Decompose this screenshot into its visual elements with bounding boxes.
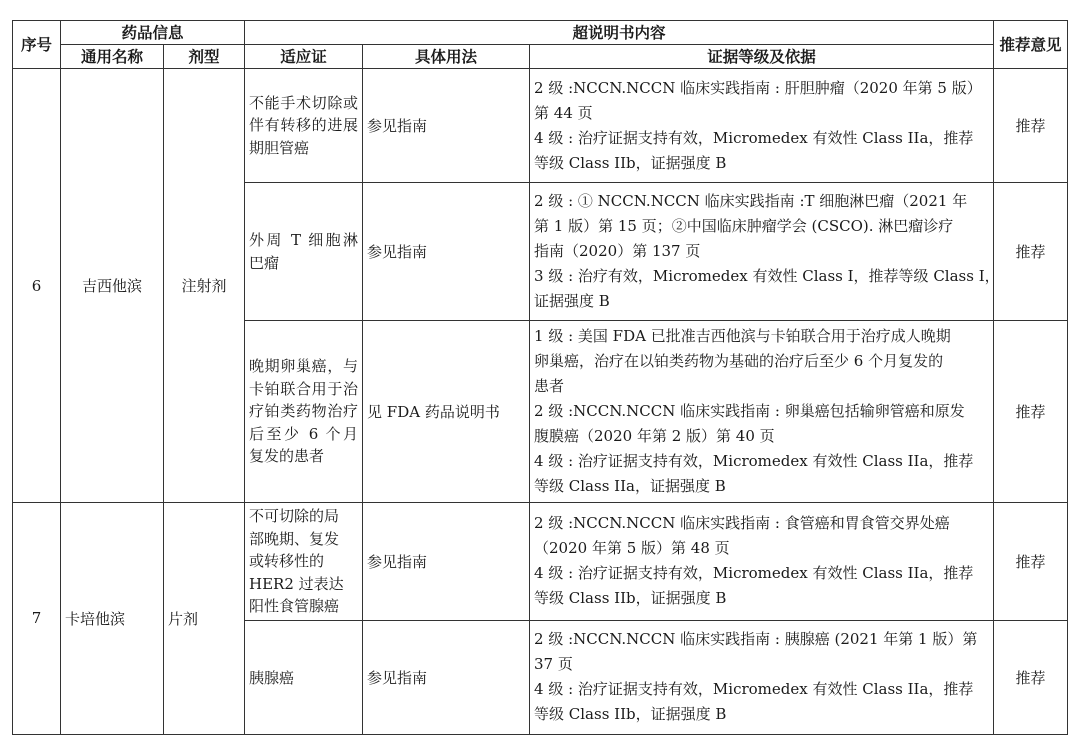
evidence-line: 等级 Class IIa，证据强度 B: [534, 477, 726, 495]
indication-cell: 外周 T 细胞淋巴瘤: [245, 183, 363, 321]
evidence-cell: [530, 503, 994, 621]
indication-cell: 不可切除的局 部晚期、复发 或转移性的 HER2 过表达 阳性食管腺癌: [245, 503, 363, 621]
recommendation-cell: 推荐: [994, 321, 1068, 503]
indication-cell: 晚期卵巢癌，与卡铂联合用于治疗铂类药物治疗后至少 6 个月复发的患者: [245, 321, 363, 503]
evidence-line: 患者: [534, 377, 565, 395]
evidence-cell: [530, 620, 994, 734]
evidence-line: 4 级 : 治疗证据支持有效，Micromedex 有效性 Class IIa，推荐: [534, 128, 974, 147]
generic-name-cell: 吉西他滨: [61, 69, 164, 503]
seq-cell: 7: [13, 503, 61, 735]
evidence-line: 1 级 : 美国 FDA 已批准吉西他滨与卡铂联合用于治疗成人晚期: [534, 327, 951, 345]
evidence-cell: [530, 69, 994, 183]
evidence-cell: [530, 321, 994, 503]
header-evidence: 证据等级及依据: [530, 45, 994, 69]
evidence-line: （2020 年第 5 版）第 48 页: [534, 539, 730, 558]
evidence-line: 第 1 版）第 15 页；②中国临床肿瘤学会 (CSCO). 淋巴瘤诊疗: [534, 217, 954, 235]
evidence-line: 4 级 : 治疗证据支持有效，Micromedex 有效性 Class IIa，推荐: [534, 680, 974, 698]
recommendation-cell: 推荐: [994, 503, 1068, 621]
off-label-drug-table: [12, 20, 1068, 735]
generic-name-cell: 卡培他滨: [61, 503, 164, 735]
dosage-form-cell: 注射剂: [164, 69, 245, 503]
recommendation-cell: 推荐: [994, 69, 1068, 183]
dosage-form-cell: 片剂: [164, 503, 245, 735]
evidence-line: 指南（2020）第 137 页: [534, 242, 701, 260]
evidence-line: 3 级 : 治疗有效，Micromedex 有效性 Class I，推荐等级 Class I，: [534, 267, 1000, 285]
evidence-line: 证据强度 B: [534, 292, 610, 310]
usage-cell: 参见指南: [363, 620, 530, 734]
evidence-line: 2 级 : ① NCCN.NCCN 临床实践指南 :T 细胞淋巴瘤（2021 年: [534, 192, 968, 210]
recommendation-cell: 推荐: [994, 620, 1068, 734]
usage-cell: 参见指南: [363, 503, 530, 621]
evidence-line: 等级 Class IIb，证据强度 B: [534, 153, 727, 172]
header-dosage-form: 剂型: [164, 45, 245, 69]
table-row: [13, 69, 1068, 183]
evidence-line: 2 级 :NCCN.NCCN 临床实践指南 : 卵巢癌包括输卵管癌和原发: [534, 402, 965, 420]
evidence-line: 2 级 :NCCN.NCCN 临床实践指南 : 胰腺癌 (2021 年第 1 版）第: [534, 630, 978, 648]
evidence-line: 等级 Class IIb，证据强度 B: [534, 589, 727, 608]
indication-cell: 不能手术切除或伴有转移的进展期胆管癌: [245, 69, 363, 183]
evidence-line: 腹膜癌（2020 年第 2 版）第 40 页: [534, 427, 775, 445]
recommendation-cell: 推荐: [994, 183, 1068, 321]
usage-cell: 参见指南: [363, 183, 530, 321]
usage-cell: 见 FDA 药品说明书: [363, 321, 530, 503]
evidence-line: 2 级 :NCCN.NCCN 临床实践指南 : 食管癌和胃食管交界处癌: [534, 514, 950, 533]
table-row: [13, 503, 1068, 621]
header-off-label-content: 超说明书内容: [245, 21, 994, 45]
evidence-line: 第 44 页: [534, 103, 593, 122]
evidence-line: 2 级 :NCCN.NCCN 临床实践指南 : 肝胆肿瘤（2020 年第 5 版）: [534, 78, 982, 97]
evidence-line: 等级 Class IIb，证据强度 B: [534, 705, 727, 723]
indication-cell: 胰腺癌: [245, 620, 363, 734]
header-generic-name: 通用名称: [61, 45, 164, 69]
header-indication: 适应证: [245, 45, 363, 69]
header-seq: 序号: [13, 21, 61, 69]
evidence-line: 37 页: [534, 655, 573, 673]
evidence-line: 4 级 : 治疗证据支持有效，Micromedex 有效性 Class IIa，推荐: [534, 452, 974, 470]
header-recommendation: 推荐意见: [994, 21, 1068, 69]
usage-cell: 参见指南: [363, 69, 530, 183]
header-usage: 具体用法: [363, 45, 530, 69]
header-drug-info: 药品信息: [61, 21, 245, 45]
evidence-line: 4 级 : 治疗证据支持有效，Micromedex 有效性 Class IIa，推荐: [534, 564, 974, 583]
evidence-line: 卵巢癌，治疗在以铂类药物为基础的治疗后至少 6 个月复发的: [534, 352, 944, 370]
evidence-cell: [530, 183, 1000, 321]
seq-cell: 6: [13, 69, 61, 503]
